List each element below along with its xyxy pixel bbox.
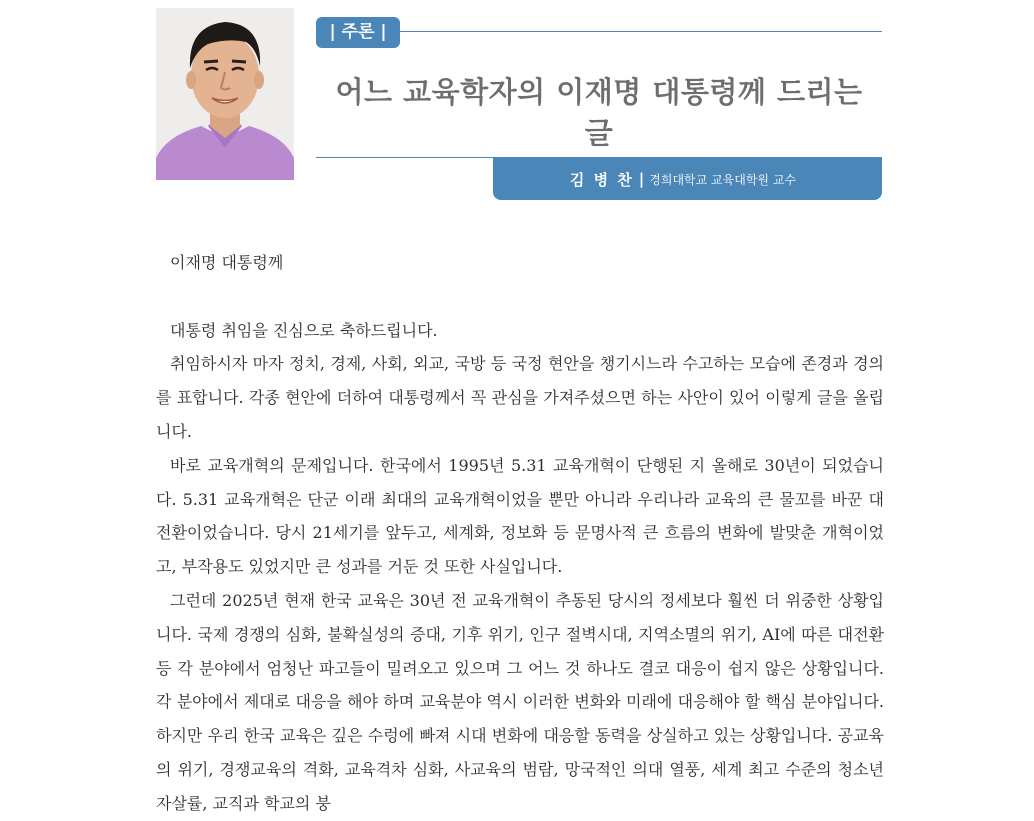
author-bar	[493, 158, 882, 200]
author-portrait-image	[156, 8, 294, 180]
author-name: 김 병 찬	[569, 170, 634, 189]
paragraph: 그런데 2025년 현재 한국 교육은 30년 전 교육개혁이 추동된 당시의 정세보다 훨씬 더 위중한 상황입니다. 국제 경쟁의 심화, 불확실성의 증대, 기후 위기, 인구 절벽시대, 지역소멸의 위기, AI에 따른 대전환 등 각 분야에서 엄청난 파고들이 밀려오고 있으며 그 어느 것 하나도 결코 대응이 쉽지 않은 상황입니다. 각 분야에서 제대로 대응을 해야 하며 교육분야 역시 이러한 변화와 미래에 대응해야 할 핵심 분야입니다. 하지만 우리 한국 교육은 깊은 수렁에 빠져 시대 변화에 대응할 동력을 상실하고 있는 상황입니다. 공교육의 위기, 경쟁교육의 격화, 교육격차 심화, 사교육의 범람, 망국적인 의대 열풍, 세계 최고 수준의 청소년 자살률, 교직과 학교의 붕	[156, 590, 884, 813]
salutation: 이재명 대통령께	[170, 253, 284, 272]
author-affiliation: 경희대학교 교육대학원 교수	[649, 172, 796, 187]
article-body	[156, 246, 884, 821]
section-tag: | 주론 |	[316, 17, 400, 48]
tag-rule	[400, 31, 882, 32]
author-photo	[156, 8, 294, 180]
author-separator: |	[638, 170, 645, 188]
paragraph: 대통령 취임을 진심으로 축하드립니다.	[170, 320, 438, 340]
paragraph: 바로 교육개혁의 문제입니다. 한국에서 1995년 5.31 교육개혁이 단행된 지 올해로 30년이 되었습니다. 5.31 교육개혁은 단군 이래 최대의 교육개혁이었을 뿐만 아니라 우리나라 교육의 큰 물꼬를 바꾼 대전환이었습니다. 당시 21세기를 앞두고, 세계화, 정보화 등 문명사적 큰 흐름의 변화에 발맞춘 개혁이었고, 부작용도 있었지만 큰 성과를 거둔 것 또한 사실입니다.	[156, 455, 884, 577]
paragraph: 취임하시자 마자 정치, 경제, 사회, 외교, 국방 등 국정 현안을 챙기시느라 수고하는 모습에 존경과 경의를 표합니다. 각종 현안에 더하여 대통령께서 꼭 관심을 가져주셨으면 하는 사안이 있어 이렇게 글을 올립니다.	[156, 354, 884, 441]
page-title: 어느 교육학자의 이재명 대통령께 드리는 글	[335, 75, 863, 150]
